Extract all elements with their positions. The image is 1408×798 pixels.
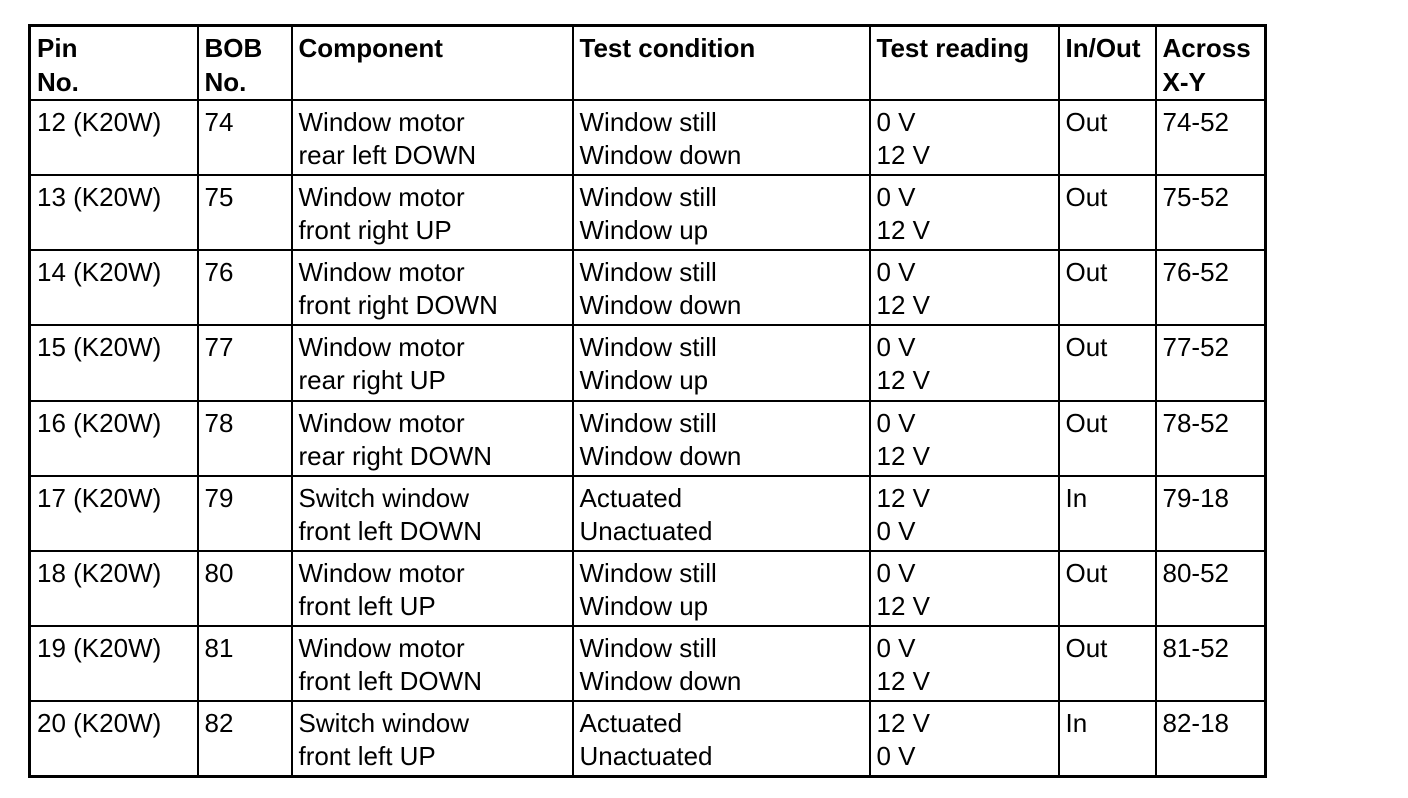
bob-cell: 80 xyxy=(198,551,292,626)
test-reading-cell-line: 12 V xyxy=(876,290,930,321)
component-cell xyxy=(292,250,573,325)
table-row xyxy=(30,551,1266,626)
test-reading-cell xyxy=(870,476,1059,551)
bob-cell: 78 xyxy=(198,401,292,476)
test-condition-cell-line: Window still xyxy=(579,107,717,137)
pin-cell: 16 (K20W) xyxy=(30,401,198,476)
test-reading-cell-line: 0 V xyxy=(876,257,916,288)
pin-cell: 19 (K20W) xyxy=(30,626,198,701)
component-cell-line: Window motor xyxy=(298,182,465,213)
component-cell xyxy=(292,626,573,701)
test-reading-cell xyxy=(870,626,1059,701)
in-out-cell: In xyxy=(1059,701,1156,776)
header-line: BOB xyxy=(204,33,263,63)
header-line: Test reading xyxy=(876,33,1030,63)
component-cell-line: front left UP xyxy=(298,741,436,772)
in-out-cell: Out xyxy=(1059,401,1156,476)
table-row xyxy=(30,401,1266,476)
component-cell-line: rear left DOWN xyxy=(298,140,477,170)
across-xy-cell: 81-52 xyxy=(1156,626,1266,701)
across-xy-cell: 79-18 xyxy=(1156,476,1266,551)
component-cell-line: Window motor xyxy=(298,257,465,288)
test-reading-cell-line: 12 V xyxy=(876,440,930,471)
component-cell-line: front left DOWN xyxy=(298,666,482,697)
across-xy-cell: 76-52 xyxy=(1156,250,1266,325)
test-condition-cell xyxy=(573,626,870,701)
test-reading-cell-line: 0 V xyxy=(876,741,916,772)
component-cell-line: front left UP xyxy=(298,590,436,621)
test-reading-cell-line: 12 V xyxy=(876,482,930,513)
test-condition-cell-line: Window up xyxy=(579,365,709,396)
header-line: X-Y xyxy=(1162,67,1206,97)
component-cell-line: front right UP xyxy=(298,215,452,246)
test-reading-cell-line: 0 V xyxy=(876,407,916,438)
component-cell xyxy=(292,701,573,776)
test-condition-cell xyxy=(573,325,870,400)
pin-cell: 17 (K20W) xyxy=(30,476,198,551)
test-condition-cell-line: Window still xyxy=(579,407,717,438)
test-reading-cell-line: 12 V xyxy=(876,708,930,739)
test-condition-cell xyxy=(573,476,870,551)
test-condition-cell-line: Unactuated xyxy=(579,741,713,772)
bob-no-header xyxy=(198,26,292,101)
component-cell xyxy=(292,551,573,626)
bob-cell: 79 xyxy=(198,476,292,551)
test-reading-cell xyxy=(870,701,1059,776)
component-cell-line: rear right UP xyxy=(298,365,446,396)
test-reading-cell-line: 12 V xyxy=(876,365,930,396)
test-reading-cell xyxy=(870,401,1059,476)
test-condition-cell-line: Window down xyxy=(579,440,742,471)
table-row xyxy=(30,100,1266,175)
test-reading-cell-line: 12 V xyxy=(876,666,930,697)
component-cell-line: Window motor xyxy=(298,107,465,137)
test-reading-cell xyxy=(870,250,1059,325)
test-condition-cell-line: Unactuated xyxy=(579,515,713,546)
in-out-cell: Out xyxy=(1059,175,1156,250)
across-xy-cell: 78-52 xyxy=(1156,401,1266,476)
in-out-cell: Out xyxy=(1059,626,1156,701)
component-cell xyxy=(292,325,573,400)
component-cell-line: Switch window xyxy=(298,708,470,739)
test-condition-cell-line: Actuated xyxy=(579,708,683,739)
test-reading-cell-line: 0 V xyxy=(876,107,916,137)
in-out-cell: Out xyxy=(1059,250,1156,325)
test-condition-cell xyxy=(573,175,870,250)
test-condition-cell-line: Window still xyxy=(579,557,717,588)
component-cell xyxy=(292,476,573,551)
component-cell-line: Switch window xyxy=(298,482,470,513)
across-xy-header xyxy=(1156,26,1266,101)
test-condition-cell-line: Window down xyxy=(579,666,742,697)
table-row xyxy=(30,325,1266,400)
component-cell-line: front left DOWN xyxy=(298,515,482,546)
table-row xyxy=(30,175,1266,250)
in-out-cell: Out xyxy=(1059,325,1156,400)
test-condition-cell xyxy=(573,701,870,776)
test-condition-cell-line: Window down xyxy=(579,290,742,321)
pin-cell: 18 (K20W) xyxy=(30,551,198,626)
pin-test-table xyxy=(28,24,1267,778)
test-condition-cell xyxy=(573,250,870,325)
test-condition-cell xyxy=(573,551,870,626)
test-reading-cell-line: 0 V xyxy=(876,332,916,363)
test-condition-cell-line: Window still xyxy=(579,633,717,664)
header-line: Test condition xyxy=(579,33,756,63)
header-line: Pin xyxy=(37,33,78,63)
component-cell-line: Window motor xyxy=(298,633,465,664)
pin-no-header xyxy=(30,26,198,101)
across-xy-cell: 75-52 xyxy=(1156,175,1266,250)
in-out-cell: In xyxy=(1059,476,1156,551)
across-xy-cell: 82-18 xyxy=(1156,701,1266,776)
component-cell-line: Window motor xyxy=(298,332,465,363)
pin-cell: 15 (K20W) xyxy=(30,325,198,400)
bob-cell: 75 xyxy=(198,175,292,250)
table-row xyxy=(30,626,1266,701)
pin-cell: 13 (K20W) xyxy=(30,175,198,250)
pin-cell: 12 (K20W) xyxy=(30,100,198,175)
header-line: No. xyxy=(37,67,79,97)
test-condition-cell-line: Window still xyxy=(579,332,717,363)
bob-cell: 76 xyxy=(198,250,292,325)
test-reading-cell-line: 12 V xyxy=(876,140,930,170)
table-row xyxy=(30,476,1266,551)
bob-cell: 74 xyxy=(198,100,292,175)
test-condition-cell-line: Actuated xyxy=(579,482,683,513)
in-out-header xyxy=(1059,26,1156,101)
test-reading-cell xyxy=(870,100,1059,175)
test-condition-cell xyxy=(573,401,870,476)
across-xy-cell: 77-52 xyxy=(1156,325,1266,400)
table-body xyxy=(30,100,1266,777)
component-cell-line: Window motor xyxy=(298,407,465,438)
test-reading-header xyxy=(870,26,1059,101)
in-out-cell: Out xyxy=(1059,100,1156,175)
test-reading-cell xyxy=(870,175,1059,250)
table-row xyxy=(30,701,1266,776)
test-reading-cell-line: 0 V xyxy=(876,557,916,588)
header-line: No. xyxy=(204,67,247,97)
bob-cell: 77 xyxy=(198,325,292,400)
test-reading-cell xyxy=(870,325,1059,400)
test-reading-cell-line: 12 V xyxy=(876,590,930,621)
header-line: Component xyxy=(298,33,443,63)
test-condition-cell-line: Window down xyxy=(579,140,742,170)
table-row xyxy=(30,250,1266,325)
bob-cell: 81 xyxy=(198,626,292,701)
header-line: In/Out xyxy=(1065,33,1141,63)
component-cell xyxy=(292,401,573,476)
header-row xyxy=(30,26,1266,101)
header-line: Across xyxy=(1162,33,1251,63)
test-condition-cell-line: Window still xyxy=(579,182,717,213)
bob-cell: 82 xyxy=(198,701,292,776)
test-condition-cell-line: Window up xyxy=(579,215,709,246)
in-out-cell: Out xyxy=(1059,551,1156,626)
test-condition-header xyxy=(573,26,870,101)
across-xy-cell: 74-52 xyxy=(1156,100,1266,175)
test-reading-cell-line: 0 V xyxy=(876,182,916,213)
test-reading-cell xyxy=(870,551,1059,626)
test-condition-cell-line: Window up xyxy=(579,590,709,621)
test-reading-cell-line: 12 V xyxy=(876,215,930,246)
component-cell xyxy=(292,100,573,175)
test-condition-cell xyxy=(573,100,870,175)
test-reading-cell-line: 0 V xyxy=(876,633,916,664)
pin-cell: 14 (K20W) xyxy=(30,250,198,325)
component-cell-line: rear right DOWN xyxy=(298,440,493,471)
component-header xyxy=(292,26,573,101)
pin-cell: 20 (K20W) xyxy=(30,701,198,776)
test-reading-cell-line: 0 V xyxy=(876,515,916,546)
component-cell-line: Window motor xyxy=(298,557,465,588)
across-xy-cell: 80-52 xyxy=(1156,551,1266,626)
test-condition-cell-line: Window still xyxy=(579,257,717,288)
component-cell xyxy=(292,175,573,250)
component-cell-line: front right DOWN xyxy=(298,290,498,321)
